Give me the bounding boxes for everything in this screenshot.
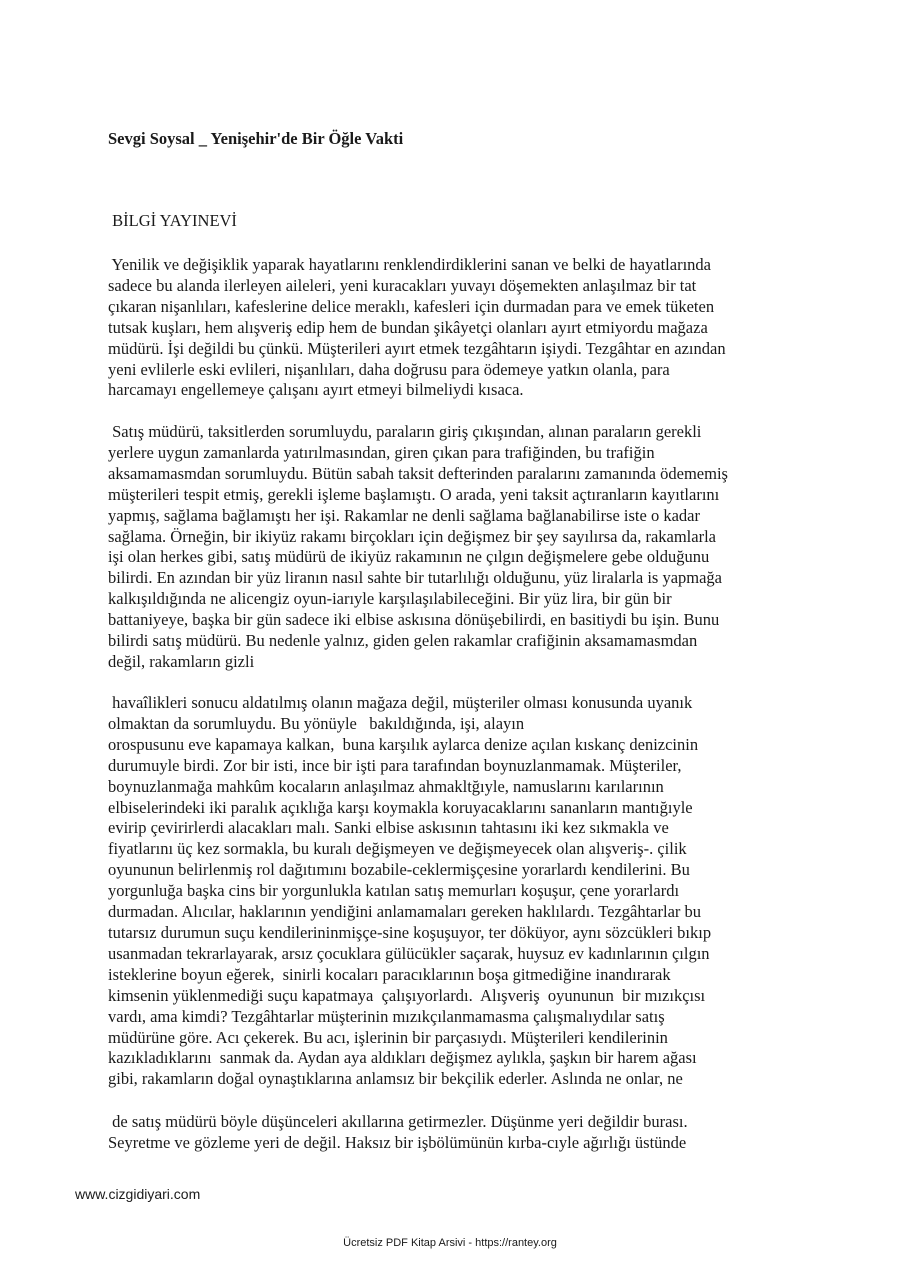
publisher-name: BİLGİ YAYINEVİ bbox=[108, 211, 237, 230]
text-line: harcamayı engellemeye çalışanı ayırt etmeyi bilmeliydi kısaca. bbox=[108, 380, 524, 400]
text-line: bilirdi. En azından bir yüz liranın nasıl sahte bir tutarlılığı olduğunu, yüz liralarla is yapmağa bbox=[108, 568, 723, 588]
text-line: elbiselerindeki iki paralık açıklığa karşı koymakla koruyacaklarını sananların mantığıyle bbox=[108, 797, 693, 817]
text-line: vardı, ama kimdi? Tezgâhtarlar müşterinin mızıkçılanmamasma çalışmalıydılar satış bbox=[108, 1006, 665, 1026]
text-line: yorgunluğa başka cins bir yorgunlukla katılan satış memurları koşuşur, çene yorarlardı bbox=[108, 881, 680, 901]
text-line: gibi, rakamların doğal oynaştıklarına anlamsız bir bekçilik ederler. Aslında ne onlar, ne bbox=[108, 1069, 683, 1089]
text-line: boynuzlanmağa mahkûm kocaların anlaşılmaz ahmakltğıyle, namuslarını karılarının bbox=[108, 776, 664, 796]
text-line: kazıkladıklarını sanmak da. Aydan aya aldıkları değişmez aylıkla, şaşkın bir harem ağası bbox=[108, 1048, 697, 1068]
text-line: müdürü. İşi değildi bu çünkü. Müşterileri ayırt etmek tezgâhtarın işiydi. Tezgâhtar en azından bbox=[108, 338, 726, 358]
text-line: olmaktan da sorumluydu. Bu yönüyle bakıldığında, işi, alayın bbox=[108, 713, 525, 733]
text-line: yerlere uygun zamanlarda yatırılmasından, giren çıkan para trafiğinden, bu trafiğin bbox=[108, 442, 655, 462]
text-line: sadece bu alanda ilerleyen aileleri, yeni kuracakları yuvayı döşemekten anlaşılmaz bir tat bbox=[108, 275, 697, 295]
text-line: orospusunu eve kapamaya kalkan, buna karşılık aylarca denize açılan kıskanç denizcinin bbox=[108, 734, 699, 754]
text-line: bilirdi satış müdürü. Bu nedenle yalnız, giden gelen rakamlar crafiğinin aksamamasmdan bbox=[108, 631, 698, 651]
text-line: havaîlikleri sonucu aldatılmış olanın mağaza değil, müşteriler olması konusunda uyanık bbox=[108, 693, 693, 712]
watermark-link[interactable]: www.cizgidiyari.com bbox=[75, 1186, 201, 1202]
text-line: kimsenin yüklenmediği suçu kapatmaya çalışıyorlardı. Alışveriş oyununun bir mızıkçısı bbox=[108, 985, 706, 1005]
text-line: müşterileri tespit etmiş, gerekli işleme başlamıştı. O arada, yeni taksit açtıranların kayıtlarını bbox=[108, 484, 720, 504]
text-line: evirip çevirirlerdi alacakları malı. Sanki elbise askısının tahtasını iki kez sıkmakla ve bbox=[108, 818, 669, 838]
text-line: yeni evlilerle eski evlileri, nişanlıları, daha doğrusu para ödemeye yatkın olanla, para bbox=[108, 359, 670, 379]
text-line: çıkaran nişanlıları, kafeslerine delice meraklı, kafesleri için durmadan para ve emek tüketen bbox=[108, 296, 715, 316]
text-line: yapmış, sağlama bağlamıştı her işi. Rakamlar ne denli sağlama bağlanabilirse iste o kadar bbox=[108, 505, 700, 525]
text-line: Satış müdürü, taksitlerden sorumluydu, paraların giriş çıkışından, alınan paraların gerekli bbox=[108, 422, 702, 441]
paragraph-2 bbox=[108, 422, 798, 673]
text-line: de satış müdürü böyle düşünceleri akıllarına getirmezler. Düşünme yeri değildir burası. bbox=[108, 1112, 688, 1131]
text-line: değil, rakamların gizli bbox=[108, 651, 255, 671]
text-line: işi olan herkes gibi, satış müdürü de ikiyüz rakamının ne çılgın değişmelere gebe olduğunu bbox=[108, 547, 710, 567]
text-line: usanmadan tekrarlayarak, arsız çocuklara gülücükler saçarak, huysuz ev kadınlarının çılgın bbox=[108, 943, 710, 963]
text-line: müdürüne göre. Acı çekerek. Bu acı, işlerinin bir parçasıydı. Müşterileri kendilerinin bbox=[108, 1027, 668, 1047]
paragraph-4 bbox=[108, 1112, 798, 1154]
footer-source: Ücretsiz PDF Kitap Arsivi - https://rantey.org bbox=[343, 1237, 557, 1249]
text-line: oyununun belirlenmiş rol dağıtımını bozabile-ceklermişçesine yorarlardı kendilerini. Bu bbox=[108, 860, 690, 880]
text-line: fiyatlarını üç kez sormakla, bu kuralı değişmeyen ve değişmeyecek olan alışveriş-. çilik bbox=[108, 839, 687, 859]
text-line: Yenilik ve değişiklik yaparak hayatlarını renklendirdiklerini sanan ve belki de hayatlarında bbox=[108, 255, 711, 274]
text-line: aksamamasmdan sorumluydu. Bütün sabah taksit defterinden paralarını zamanında ödememiş bbox=[108, 463, 728, 483]
text-line: kalkışıldığında ne alicengiz oyun-iarıyle karşılaşılabileceğini. Bir yüz lira, bir gün bir bbox=[108, 589, 672, 609]
text-line: battaniyeye, başka bir gün sadece iki elbise askısına dönüşebilirdi, en basitiydi bu işin. Bunu bbox=[108, 610, 720, 630]
paragraph-1 bbox=[108, 255, 798, 401]
text-line: isteklerine boyun eğerek, sinirli kocaları paracıklarının boşa gitmediğine inandırarak bbox=[108, 964, 671, 984]
text-line: durmadan. Alıcılar, haklarının yendiğini anlamamaları gereken haklılardı. Tezgâhtarlar bu bbox=[108, 902, 702, 922]
text-line: durumuyle birdi. Zor bir isti, ince bir işti para tarafından boynuzlanmamak. Müşteriler, bbox=[108, 755, 682, 775]
text-line: tutarsız durumun suçu kendilerininmişçe-sine koşuşuyor, ter döküyor, aynı sözcükleri bıkıp bbox=[108, 922, 712, 942]
paragraph-3 bbox=[108, 693, 798, 1090]
text-line: tutsak kuşları, hem alışveriş edip hem de bundan şikâyetçi olanları ayırt etmiyordu mağaza bbox=[108, 317, 708, 337]
text-line: Seyretme ve gözleme yeri de değil. Haksız bir işbölümünün kırba-cıyle ağırlığı üstünde bbox=[108, 1132, 687, 1152]
document-title: Sevgi Soysal _ Yenişehir'de Bir Öğle Vakti bbox=[108, 129, 404, 148]
text-line: sağlama. Örneğin, bir ikiyüz rakamı birçokları için değişmez bir şey sayılırsa da, rakamlarla bbox=[108, 526, 716, 546]
